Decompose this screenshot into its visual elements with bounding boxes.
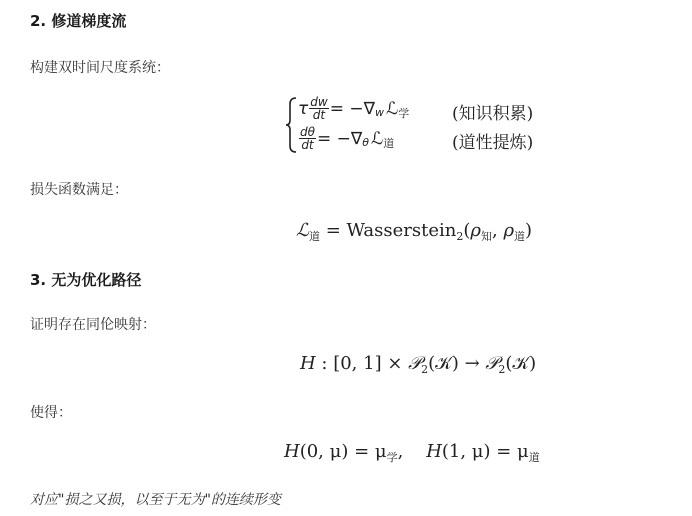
mu-subscript: 道 bbox=[528, 451, 540, 464]
section-3-heading: 3. 无为优化路径 bbox=[30, 271, 142, 289]
gradient-subscript: θ bbox=[362, 136, 369, 149]
equation-rhs: = −∇ bbox=[316, 128, 363, 149]
close-paren: ) bbox=[525, 220, 533, 241]
mu-subscript: 学 bbox=[386, 451, 398, 464]
section-2-heading: 2. 修道梯度流 bbox=[30, 12, 127, 30]
p-subscript: 2 bbox=[421, 363, 429, 376]
fraction-dw-dt bbox=[309, 96, 328, 121]
fraction-denominator: dt bbox=[312, 108, 326, 122]
loss-symbol: ℒ bbox=[385, 98, 399, 119]
loss-symbol: ℒ bbox=[370, 128, 384, 149]
loss-subscript: 学 bbox=[398, 106, 410, 120]
separator: , bbox=[397, 441, 427, 462]
condition-left: (0, μ) = μ bbox=[299, 441, 387, 462]
fraction-numerator: dθ bbox=[300, 125, 315, 139]
section-2-intro: 构建双时间尺度系统： bbox=[30, 60, 170, 76]
loss-equation bbox=[296, 220, 532, 241]
note-knowledge: (知识积累) bbox=[452, 104, 534, 124]
comma: , bbox=[492, 220, 504, 241]
equation-learning bbox=[298, 96, 409, 121]
map-domain: : [0, 1] × bbox=[315, 353, 409, 374]
note-dao: (道性提炼) bbox=[452, 133, 534, 153]
wasserstein-subscript: 2 bbox=[456, 230, 464, 243]
equation-rhs: = −∇ bbox=[329, 98, 375, 119]
p-symbol: 𝒫 bbox=[485, 353, 499, 374]
h-symbol: H bbox=[284, 441, 300, 462]
fraction-dtheta-dt bbox=[299, 126, 316, 151]
loss-subscript: 道 bbox=[308, 230, 320, 243]
k-arrow: (𝒦) → bbox=[428, 353, 486, 374]
fraction-denominator: dt bbox=[301, 138, 314, 152]
footnote-text: 对应"损之又损，以至于无为"的连续形变 bbox=[30, 492, 281, 508]
rho-symbol: ρ bbox=[470, 220, 481, 241]
wasserstein-text: = Wasserstein bbox=[319, 220, 457, 241]
condition-right: (1, μ) = μ bbox=[441, 441, 529, 462]
boundary-condition-equation bbox=[284, 441, 540, 462]
k-symbol: (𝒦) bbox=[505, 353, 537, 374]
gradient-subscript: w bbox=[374, 106, 384, 119]
h-symbol: H bbox=[426, 441, 442, 462]
fraction-numerator: dw bbox=[310, 95, 328, 109]
homotopy-map-equation bbox=[300, 353, 536, 374]
p-subscript: 2 bbox=[498, 363, 506, 376]
rho-subscript: 道 bbox=[514, 230, 526, 243]
left-brace bbox=[284, 96, 298, 154]
such-that-label: 使得： bbox=[30, 405, 72, 421]
loss-symbol: ℒ bbox=[296, 220, 309, 241]
p-symbol: 𝒫 bbox=[408, 353, 422, 374]
equation-dao bbox=[298, 126, 394, 151]
open-paren: ( bbox=[463, 220, 471, 241]
loss-subscript: 道 bbox=[383, 136, 395, 150]
section-3-intro: 证明存在同伦映射： bbox=[30, 317, 156, 333]
rho-subscript: 知 bbox=[481, 230, 492, 243]
rho-symbol: ρ bbox=[503, 220, 515, 241]
h-symbol: H bbox=[300, 353, 316, 374]
loss-intro: 损失函数满足： bbox=[30, 182, 128, 198]
tau-symbol: τ bbox=[298, 98, 309, 119]
